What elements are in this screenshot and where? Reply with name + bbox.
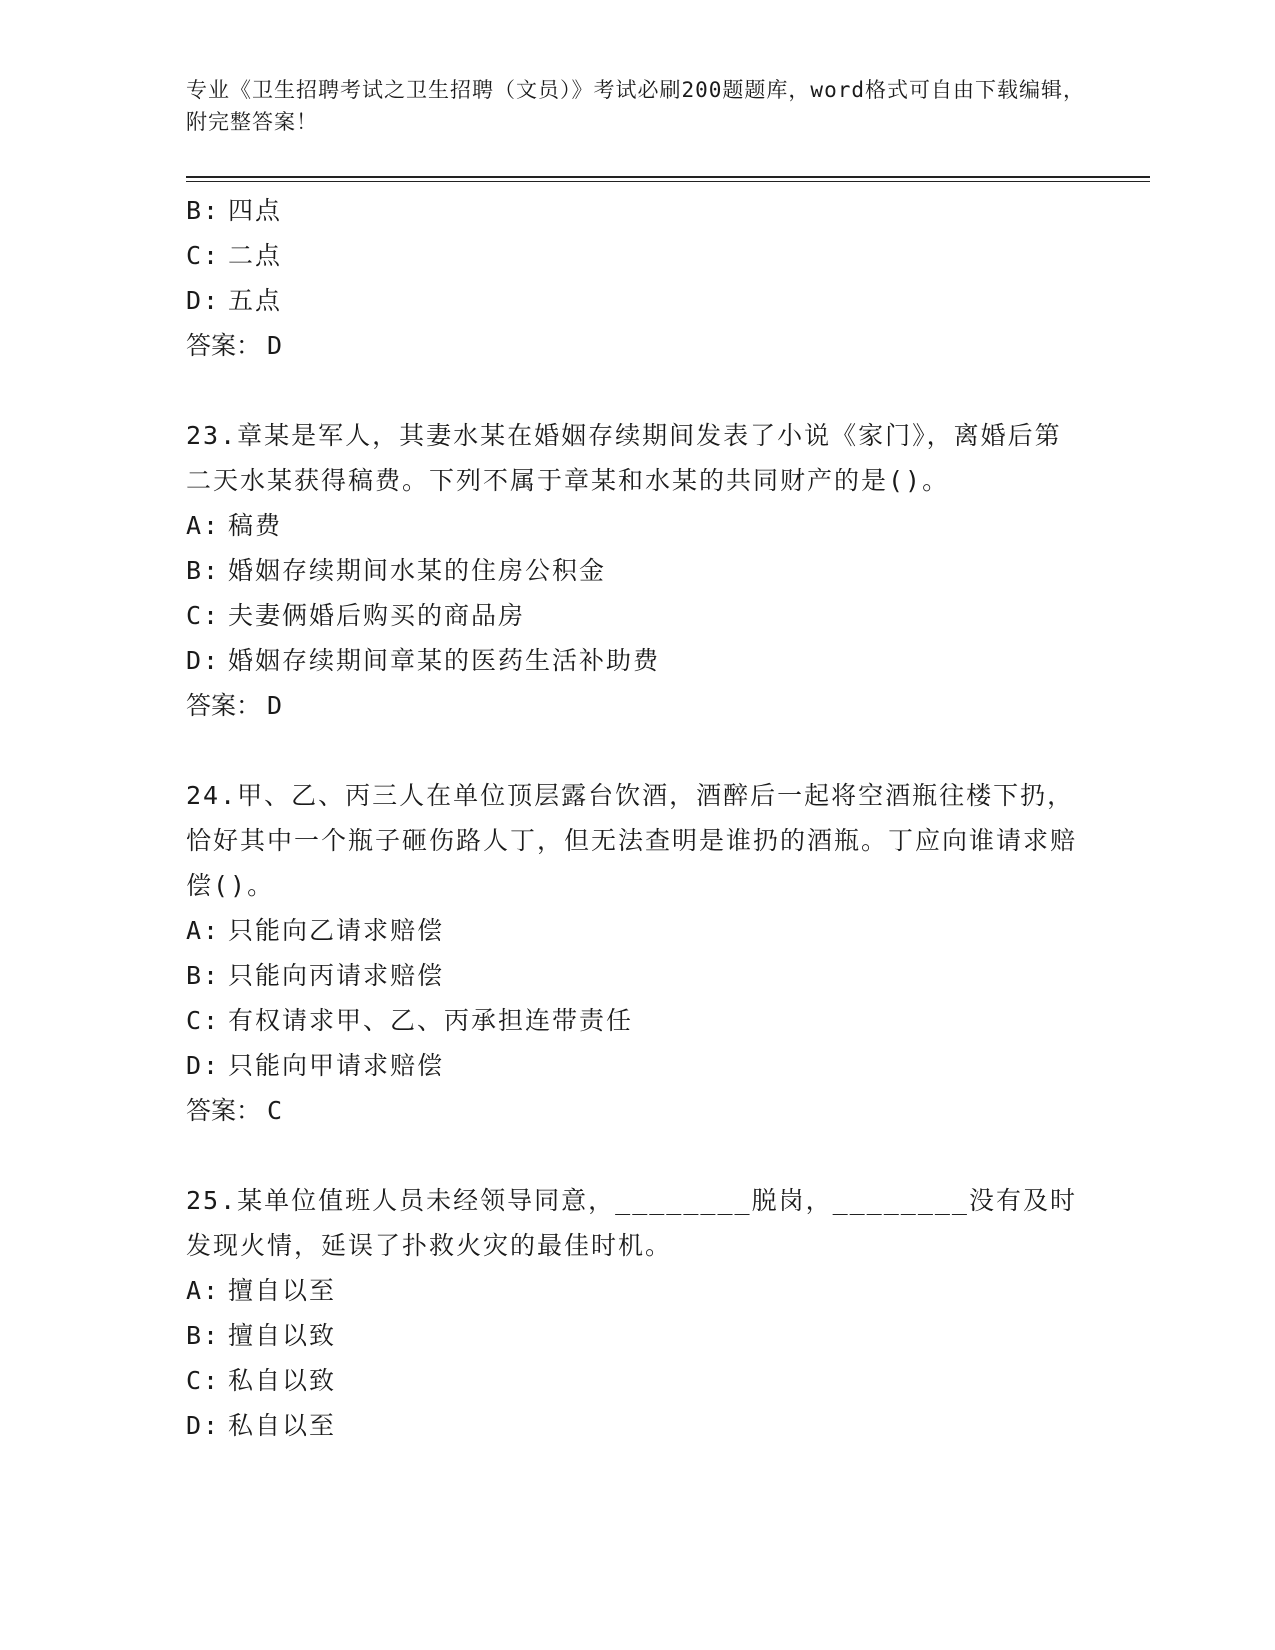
header-divider-thin <box>186 181 1150 182</box>
question-25-text: 25.某单位值班人员未经领导同意，________脱岗，________没有及时发现火情，延误了扑救火灾的最佳时机。 <box>186 1186 1077 1260</box>
answer-value: C <box>267 1096 283 1125</box>
option-d: D: 只能向甲请求赔偿 <box>186 1051 445 1080</box>
question-23-answer <box>186 683 1086 728</box>
header-divider-thick <box>186 176 1150 178</box>
question-23-text: 23.章某是军人，其妻水某在婚姻存续期间发表了小说《家门》，离婚后第二天水某获得稿费。下列不属于章某和水某的共同财产的是()。 <box>186 421 1062 495</box>
question-24-text: 24.甲、乙、丙三人在单位顶层露台饮酒，酒醉后一起将空酒瓶往楼下扔，恰好其中一个瓶子砸伤路人丁，但无法查明是谁扔的酒瓶。丁应向谁请求赔偿()。 <box>186 781 1078 900</box>
answer-value: D <box>267 331 283 360</box>
option-a: A: 擅自以至 <box>186 1276 337 1305</box>
option-b: B: 擅自以致 <box>186 1321 337 1350</box>
question-24-options <box>186 908 1086 1088</box>
question-25-options <box>186 1268 1086 1448</box>
option-d: D: 婚姻存续期间章某的医药生活补助费 <box>186 646 661 675</box>
option-b: B: 四点 <box>186 196 283 225</box>
question-23-options <box>186 503 1086 683</box>
spacer <box>186 728 1086 773</box>
option-b: B: 婚姻存续期间水某的住房公积金 <box>186 556 607 585</box>
question-content <box>186 188 1086 1448</box>
option-a: A: 只能向乙请求赔偿 <box>186 916 445 945</box>
option-c: C: 夫妻俩婚后购买的商品房 <box>186 601 526 630</box>
answer-label: 答案： <box>186 1096 262 1125</box>
option-b: B: 只能向丙请求赔偿 <box>186 961 445 990</box>
spacer <box>186 1133 1086 1178</box>
option-a: A: 稿费 <box>186 511 283 540</box>
option-d: D: 私自以至 <box>186 1411 337 1440</box>
question-22-options <box>186 188 1086 323</box>
option-c: C: 有权请求甲、乙、丙承担连带责任 <box>186 1006 634 1035</box>
spacer <box>186 368 1086 413</box>
question-22-answer <box>186 323 1086 368</box>
option-c: C: 二点 <box>186 241 283 270</box>
answer-value: D <box>267 691 283 720</box>
answer-label: 答案： <box>186 331 262 360</box>
answer-label: 答案： <box>186 691 262 720</box>
header-title: 专业《卫生招聘考试之卫生招聘（文员）》考试必刷200题题库，word格式可自由下载编辑，附完整答案！ <box>186 78 1085 134</box>
document-header <box>186 74 1086 138</box>
question-24-answer <box>186 1088 1086 1133</box>
option-d: D: 五点 <box>186 286 283 315</box>
option-c: C: 私自以致 <box>186 1366 337 1395</box>
